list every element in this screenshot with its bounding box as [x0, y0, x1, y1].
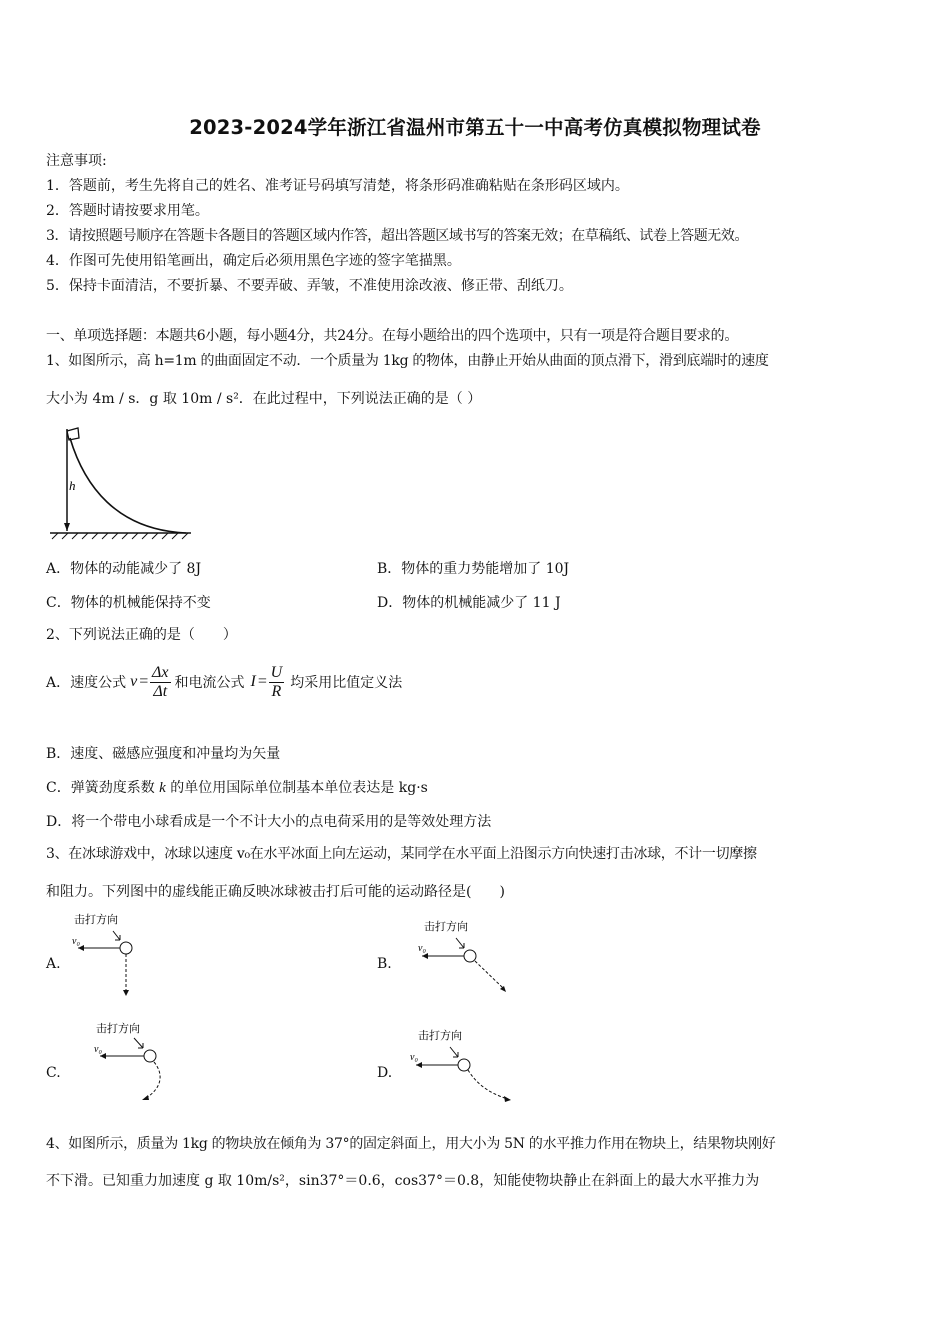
q1-height-label: h: [69, 478, 76, 493]
page-title: 2023-2024学年浙江省温州市第五十一中高考仿真模拟物理试卷: [189, 116, 761, 139]
q3-option-d-label[interactable]: D.: [377, 1065, 393, 1081]
q2-stem: 2、下列说法正确的是（ ）: [46, 627, 237, 643]
q2-option-b[interactable]: B．速度、磁感应强度和冲量均为矢量: [46, 746, 281, 762]
q2-option-d[interactable]: D．将一个带电小球看成是一个不计大小的点电荷采用的是等效处理方法: [46, 814, 492, 830]
hit-direction-label-b: 击打方向: [424, 920, 468, 933]
equals-sign-1: =: [138, 673, 150, 690]
q1-option-a[interactable]: A．物体的动能减少了 8J: [46, 561, 202, 577]
q3-figure-c: [88, 1018, 178, 1108]
q1-slope-figure: [46, 425, 196, 540]
q1-stem-line1: 1、如图所示，高 h=1m 的曲面固定不动．一个质量为 1kg 的物体，由静止开始从曲面的顶点滑下，滑到底端时的速度: [46, 353, 769, 369]
delta-t: Δt: [153, 682, 168, 700]
q1-option-b[interactable]: B．物体的重力势能增加了 10J: [377, 561, 570, 577]
q2-option-a-mid: 和电流公式: [174, 675, 245, 691]
v0-label-a: v₀: [72, 936, 80, 947]
q2-option-c-post: 的单位用国际单位制基本单位表达是 kg·s: [170, 780, 428, 796]
q3-stem-line2: 和阻力。下列图中的虚线能正确反映冰球被击打后可能的运动路径是( ): [46, 884, 505, 900]
v0-label-d: v₀: [410, 1052, 418, 1063]
v0-label-c: v₀: [94, 1044, 102, 1055]
v0-label-b: v₀: [418, 943, 426, 954]
q3-figure-a: [66, 910, 156, 1000]
q2-option-c-pre: C．弹簧劲度系数: [46, 780, 155, 796]
q4-stem-line1: 4、如图所示，质量为 1kg 的物块放在倾角为 37°的固定斜面上，用大小为 5N 的水平推力作用在物块上，结果物块刚好: [46, 1136, 776, 1152]
velocity-formula: [150, 664, 171, 701]
notice-item-1: 1．答题前，考生先将自己的姓名、准考证号码填写清楚，将条形码准确粘贴在条形码区域内。: [46, 178, 629, 194]
resistance-r: R: [271, 682, 282, 700]
equals-sign-2: =: [256, 673, 268, 690]
q3-option-b-label[interactable]: B.: [377, 956, 392, 972]
voltage-u: U: [270, 663, 283, 681]
notice-item-4: 4．作图可先使用铅笔画出，确定后必须用黑色字迹的签字笔描黑。: [46, 253, 461, 269]
q2-option-a[interactable]: [46, 658, 402, 706]
notice-heading: 注意事项:: [46, 153, 107, 169]
notice-item-5: 5．保持卡面清洁，不要折暴、不要弄破、弄皱，不准使用涂改液、修正带、刮纸刀。: [46, 278, 573, 294]
notice-item-2: 2．答题时请按要求用笔。: [46, 203, 209, 219]
hit-direction-label-d: 击打方向: [418, 1029, 462, 1042]
q2-option-a-post: 均采用比值定义法: [290, 675, 403, 691]
spring-constant-k: k: [159, 780, 166, 796]
hit-direction-label-a: 击打方向: [74, 913, 118, 926]
q1-stem-line2: 大小为 4m / s．g 取 10m / s²．在此过程中，下列说法正确的是（ ）: [46, 391, 482, 407]
q1-option-c[interactable]: C．物体的机械能保持不变: [46, 595, 211, 611]
section-heading: 一、单项选择题：本题共6小题，每小题4分，共24分。在每小题给出的四个选项中，只有一项是符合题目要求的。: [46, 328, 739, 344]
q2-option-a-pre: A．速度公式: [46, 675, 127, 691]
current-formula: [269, 664, 285, 701]
q3-option-c-label[interactable]: C.: [46, 1065, 61, 1081]
hit-direction-label-c: 击打方向: [96, 1022, 140, 1035]
q3-stem-line1: 3、在冰球游戏中，冰球以速度 v₀在水平冰面上向左运动，某同学在水平面上沿图示方向快速打击冰球，不计一切摩擦: [46, 846, 757, 862]
q1-option-d[interactable]: D．物体的机械能减少了 11 J: [377, 595, 561, 611]
delta-x: Δx: [152, 663, 169, 681]
velocity-symbol: v: [130, 673, 138, 690]
q2-option-c[interactable]: [46, 777, 428, 797]
q3-option-a-label[interactable]: A.: [46, 956, 61, 972]
current-symbol: I: [250, 673, 256, 690]
q3-figure-d: [404, 1025, 524, 1105]
q4-stem-line2: 不下滑。已知重力加速度 g 取 10m/s²，sin37°＝0.6，cos37°＝0.8，知能使物块静止在斜面上的最大水平推力为: [46, 1173, 760, 1189]
notice-item-3: 3．请按照题号顺序在答题卡各题目的答题区域内作答，超出答题区域书写的答案无效；在草稿纸、试卷上答题无效。: [46, 228, 749, 244]
q3-figure-b: [408, 916, 518, 996]
